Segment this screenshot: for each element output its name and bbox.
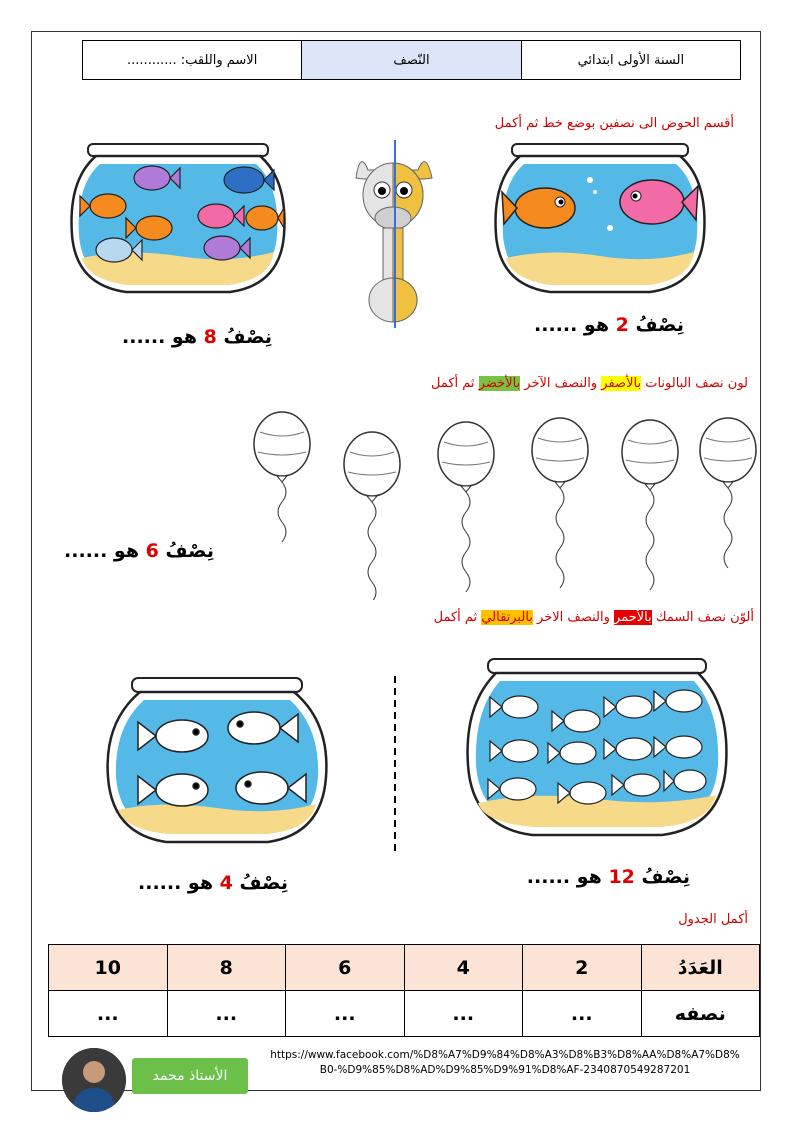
balloon-icon[interactable]	[438, 422, 494, 592]
instruction-2: لون نصف البالونات بالأصفر والنصف الآخر بالأخضر ثم أكمل	[430, 376, 748, 391]
halves-table	[48, 944, 760, 1037]
balloon-icon[interactable]	[254, 412, 310, 542]
table-row	[49, 991, 760, 1037]
table-cell: 8	[167, 945, 286, 991]
blank-cell[interactable]: ...	[404, 991, 523, 1037]
half-of-4-expression: نِصْفُ 4 هو ......	[138, 872, 288, 894]
name-field-cell[interactable]: الاسم واللقب: ............	[127, 52, 258, 68]
blank-cell[interactable]: ...	[49, 991, 168, 1037]
avatar	[62, 1048, 126, 1112]
person-icon	[62, 1048, 126, 1112]
table-cell: 4	[404, 945, 523, 991]
instruction-1: أقسم الحوض الى نصفين بوضع خط ثم أكمل	[494, 116, 734, 131]
blank-cell[interactable]: ...	[286, 991, 405, 1037]
topic-cell: النّصف	[301, 41, 520, 79]
instruction-4: أكمل الجدول	[678, 912, 748, 927]
table-row	[49, 945, 760, 991]
blank-cell[interactable]: ...	[523, 991, 642, 1037]
blank-cell[interactable]: ...	[167, 991, 286, 1037]
table-cell: 2	[523, 945, 642, 991]
fishbowl-2-fish	[490, 140, 710, 300]
instruction-3: ألوّن نصف السمك بالأحمر والنصف الاخر بالبرتقالي ثم أكمل	[433, 610, 754, 625]
table-cell: 6	[286, 945, 405, 991]
fishbowl-12-fish	[462, 655, 732, 843]
worksheet-header	[82, 40, 741, 80]
fishbowl-8-fish	[66, 140, 290, 300]
balloon-icon[interactable]	[700, 418, 756, 568]
balloon-icon[interactable]	[532, 418, 588, 588]
table-row-label: العَدَدُ	[641, 945, 760, 991]
half-of-12-expression: نِصْفُ 12 هو ......	[526, 866, 690, 888]
half-of-6-expression: نِصْفُ 6 هو ......	[64, 540, 214, 562]
balloon-icon[interactable]	[622, 420, 678, 590]
dashed-divider	[390, 676, 400, 856]
balloon-icon[interactable]	[344, 432, 400, 600]
facebook-link[interactable]: https://www.facebook.com/%D8%A7%D9%84%D8%A3%D8%B3%D8%AA%D8%A7%D8%B0-%D9%85%D8%AD%D9%85%D9%91%D8%AF-2340870549287201	[270, 1049, 740, 1076]
teacher-badge: الأستاذ محمد	[132, 1058, 248, 1094]
table-row-label: نصفه	[641, 991, 760, 1037]
half-of-2-expression: نِصْفُ 2 هو ......	[534, 314, 684, 336]
half-of-8-expression: نِصْفُ 8 هو ......	[122, 326, 272, 348]
grade-cell: السنة الأولى ابتدائي	[521, 41, 740, 79]
giraffe-icon	[348, 140, 438, 328]
table-cell: 10	[49, 945, 168, 991]
balloons-group	[240, 410, 760, 600]
fishbowl-4-fish	[102, 672, 332, 850]
